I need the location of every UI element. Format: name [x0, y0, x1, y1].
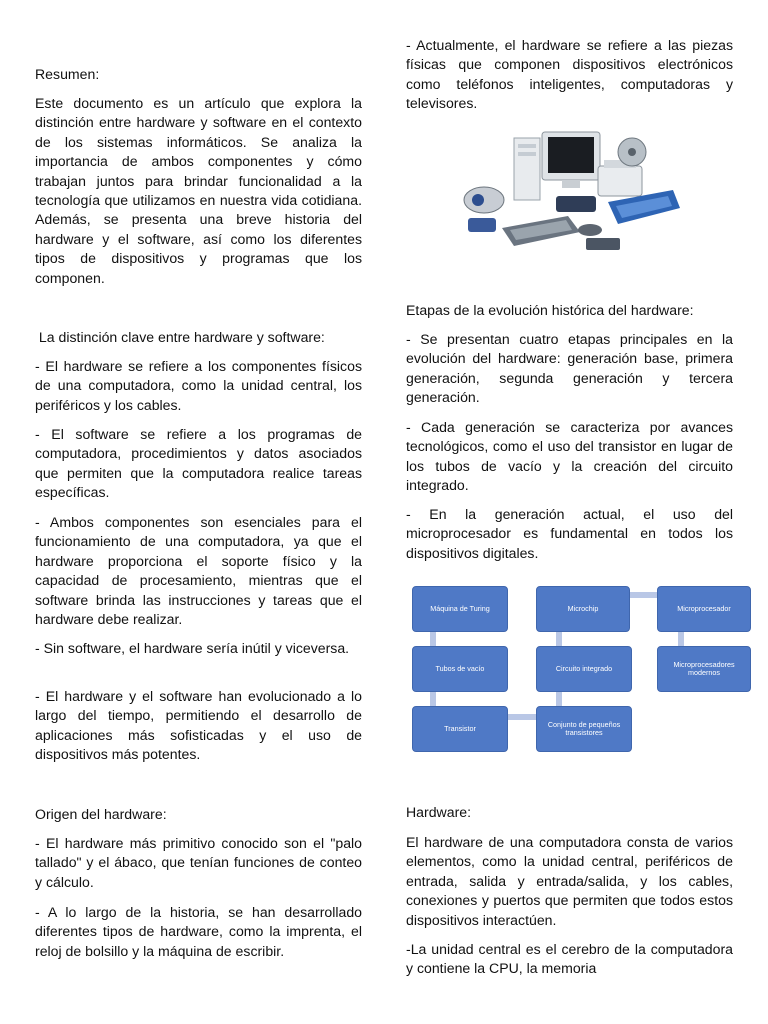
etapas-heading: Etapas de la evolución histórica del hardware: [406, 302, 694, 318]
node-tubos-vacio: Tubos de vacío [412, 646, 508, 692]
node-microchip: Microchip [536, 586, 630, 632]
node-microprocesadores-modernos: Microprocesadores modernos [657, 646, 751, 692]
connector [506, 714, 536, 720]
hardware-heading: Hardware: [406, 804, 472, 820]
distincion-point-4: - Sin software, el hardware sería inútil y viceversa. [35, 640, 350, 656]
etapas-point-2: - Cada generación se caracteriza por avances tecnológicos, como el uso del transistor en lugar de los tubos de vacío y la creación del circuito integrado. [406, 419, 733, 494]
etapas-point-1: - Se presentan cuatro etapas principales en la evolución del hardware: generación base, primera generación, segunda generación y tercera generación. [406, 331, 733, 406]
origen-heading: Origen del hardware: [35, 806, 167, 822]
node-maquina-turing: Máquina de Turing [412, 586, 508, 632]
hardware-evolution-diagram [406, 578, 754, 758]
node-transistor: Transistor [412, 706, 508, 752]
distincion-point-1: - El hardware se refiere a los componentes físicos de una computadora, como la unidad central, los periféricos y los cables. [35, 358, 362, 413]
node-microprocesador: Microprocesador [657, 586, 751, 632]
unidad-text: -La unidad central es el cerebro de la computadora y contiene la CPU, la memoria [406, 941, 733, 977]
connector [627, 592, 657, 598]
distincion-point-2: - El software se refiere a los programas de computadora, procedimientos y datos asociados que permiten que la computadora realice tareas específicas. [35, 426, 362, 501]
hardware-text: El hardware de una computadora consta de varios elementos, como la unidad central, periféricos de entrada, salida y entrada/salida, y los cables, conexiones y puertos que permiten que todos estos dispositivos interactúen. [406, 834, 733, 928]
node-conjunto-transistores: Conjunto de pequeños transistores [536, 706, 632, 752]
distincion-point-5: - El hardware y el software han evolucionado a lo largo del tiempo, permitiendo el desarrollo de aplicaciones más sofisticadas y el uso de dispositivos más potentes. [35, 688, 362, 763]
intro-text: - Actualmente, el hardware se refiere a las piezas físicas que componen dispositivos electrónicos como teléfonos inteligentes, computadoras y televisores. [406, 37, 733, 112]
distincion-heading: La distinción clave entre hardware y software: [35, 329, 325, 345]
origen-point-2: - A lo largo de la historia, se han desarrollado diferentes tipos de hardware, como la imprenta, el reloj de bolsillo y la máquina de escribir. [35, 904, 362, 959]
origen-point-1: - El hardware más primitivo conocido son el "palo tallado" y el ábaco, que tenían funciones de conteo y cálculo. [35, 835, 362, 890]
etapas-point-3: - En la generación actual, el uso del microprocesador es fundamental en todos los dispositivos digitales. [406, 506, 733, 561]
node-circuito-integrado: Circuito integrado [536, 646, 632, 692]
resumen-heading: Resumen: [35, 66, 100, 82]
distincion-point-3: - Ambos componentes son esenciales para el funcionamiento de una computadora, ya que el hardware proporciona el soporte físico y la capacidad de procesamiento, mientras que el software brinda las instrucciones y tareas que el hardware debe realizar. [35, 514, 362, 628]
hardware-devices-image [458, 128, 683, 260]
resumen-text: Este documento es un artículo que explora la distinción entre hardware y software en el contexto de los sistemas informáticos. Se analiza la importancia de ambos componentes y cómo trabajan juntos para brindar funcionalidad a la tecnología que utilizamos en nuestra vida cotidiana. Además, se presenta una breve historia del hardware y el software, así como los diferentes tipos de dispositivos y programas que los componen. [35, 95, 362, 286]
